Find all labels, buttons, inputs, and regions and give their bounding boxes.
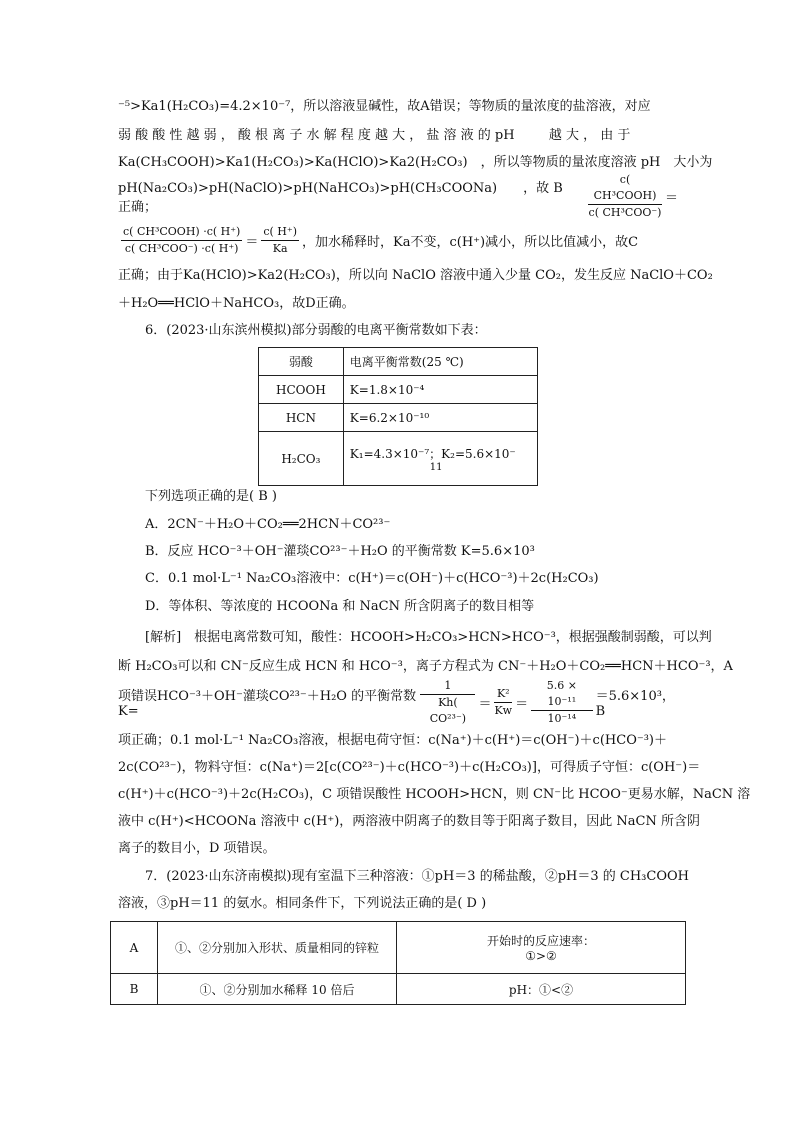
table-cell-constant: K=1.8×10⁻⁴ bbox=[343, 376, 537, 404]
table-cell-acid: H₂CO₃ bbox=[259, 432, 344, 486]
table-cell-result: pH：①<② bbox=[397, 974, 686, 1005]
table-header-row bbox=[259, 348, 538, 376]
q6-option-c: C．0.1 mol·L⁻¹ Na₂CO₃溶液中：c(H⁺)＝c(OH⁻)＋c(HCO⁻³)＋2c(H₂CO₃) bbox=[145, 571, 599, 586]
analysis-line3 bbox=[118, 678, 678, 725]
para1-line5 bbox=[118, 220, 678, 260]
table-cell-result bbox=[397, 922, 686, 974]
equals-sign: ＝ bbox=[515, 696, 529, 712]
ratio-denominator: c( CH³COO⁻) bbox=[588, 205, 662, 219]
fraction-k-denominator: Kh( CO²³⁻) bbox=[429, 695, 467, 725]
equals-sign: ＝ bbox=[478, 696, 492, 712]
table-cell-result-line1: 开始时的反应速率： bbox=[486, 934, 595, 948]
fraction-value-numerator: 5.6 × 10⁻¹¹ bbox=[531, 678, 593, 711]
para1-line6: 正确；由于Ka(HClO)>Ka2(H₂CO₃)，所以向 NaClO 溶液中通入少量 CO₂，发生反应 NaClO＋CO₂ bbox=[118, 268, 713, 283]
table-cell-condition: ①、②分别加入形状、质量相同的锌粒 bbox=[158, 922, 397, 974]
analysis-line5: 2c(CO²³⁻)，物料守恒：c(Na⁺)＝2[c(CO²³⁻)＋c(HCO⁻³)＋c(H₂CO₃)]，可得质子守恒：c(OH⁻)＝ bbox=[118, 760, 701, 775]
q7-table bbox=[110, 921, 686, 1005]
fraction-1-denominator: c( CH³COO⁻) ·c( H⁺) bbox=[124, 241, 239, 255]
table-row bbox=[111, 974, 686, 1005]
table-cell-constant: K=6.2×10⁻¹⁰ bbox=[343, 404, 537, 432]
table-header-constant: 电离平衡常数(25 ℃) bbox=[343, 348, 537, 376]
q6-prompt: 下列选项正确的是( B ) bbox=[145, 489, 277, 504]
table-cell-acid: HCOOH bbox=[259, 376, 344, 404]
ratio-fraction bbox=[588, 172, 662, 221]
fraction-kw bbox=[494, 686, 512, 719]
table-cell-result-line2: ①>② bbox=[525, 949, 557, 963]
fraction-2 bbox=[261, 224, 299, 257]
table-row bbox=[259, 376, 538, 404]
analysis-line3-pre: 项错误HCO⁻³＋OH⁻灌琰CO²³⁻＋H₂O 的平衡常数 K= bbox=[118, 689, 417, 719]
equals-sign: ＝ bbox=[245, 234, 259, 250]
table-cell-constant bbox=[343, 432, 537, 486]
q6-option-d: D．等体积、等浓度的 HCOONa 和 NaCN 所含阴离子的数目相等 bbox=[145, 599, 535, 614]
fraction-2-denominator: Ka bbox=[272, 241, 288, 255]
para1-line1: ⁻⁵>Ka1(H₂CO₃)=4.2×10⁻⁷，所以溶液显碱性，故A错误；等物质的量浓度的盐溶液，对应 bbox=[118, 99, 651, 114]
fraction-2-numerator: c( H⁺) bbox=[261, 224, 299, 241]
fraction-1-numerator: c( CH³COOH) ·c( H⁺) bbox=[121, 224, 242, 241]
analysis-line7: 液中 c(H⁺)<HCOONa 溶液中 c(H⁺)，两溶液中阴离子的数目等于阳离子数目，因此 NaCN 所含阴 bbox=[118, 814, 700, 829]
fraction-k bbox=[420, 678, 475, 727]
table-row bbox=[111, 922, 686, 974]
analysis-line2: 断 H₂CO₃可以和 CN⁻反应生成 HCN 和 HCO⁻³，离子方程式为 CN⁻＋H₂O＋CO₂══HCN＋HCO⁻³，A bbox=[118, 659, 733, 674]
q7-stem-line1: 7．(2023·山东济南模拟)现有室温下三种溶液：①pH＝3 的稀盐酸，②pH＝3 的 CH₃COOH bbox=[145, 869, 689, 884]
q6-option-b: B．反应 HCO⁻³＋OH⁻灌琰CO²³⁻＋H₂O 的平衡常数 K=5.6×10³ bbox=[145, 544, 535, 559]
q7-stem-line2: 溶液，③pH＝11 的氨水。相同条件下，下列说法正确的是( D ) bbox=[118, 896, 487, 911]
analysis-line4: 项正确；0.1 mol·L⁻¹ Na₂CO₃溶液，根据电荷守恒：c(Na⁺)＋c(H⁺)＝c(OH⁻)＋c(HCO⁻³)＋ bbox=[118, 733, 667, 748]
table-row bbox=[259, 404, 538, 432]
q6-table bbox=[258, 347, 538, 486]
analysis-line6: c(H⁺)＋c(HCO⁻³)＋2c(H₂CO₃)，C 项错误酸性 HCOOH>HCN，则 CN⁻比 HCOO⁻更易水解，NaCN 溶 bbox=[118, 787, 751, 802]
para1-line3: Ka(CH₃COOH)>Ka1(H₂CO₃)>Ka(HClO)>Ka2(H₂CO₃) ，所以等物质的量浓度溶液 pH 大小为 bbox=[118, 155, 713, 170]
para1-line2: 弱 酸 酸 性 越 弱 ， 酸 根 离 子 水 解 程 度 越 大 ， 盐 溶 液 的 pH 越 大 ， 由 于 bbox=[118, 128, 631, 143]
table-header-acid: 弱酸 bbox=[259, 348, 344, 376]
fraction-kw-numerator: K² bbox=[494, 686, 512, 703]
para1-line5-tail: ，加水稀释时，Ka不变，c(H⁺)减小，所以比值减小，故C bbox=[302, 234, 639, 250]
table-cell-condition: ①、②分别加水稀释 10 倍后 bbox=[158, 974, 397, 1005]
q6-stem: 6．(2023·山东滨州模拟)部分弱酸的电离平衡常数如下表： bbox=[145, 323, 487, 338]
equals-sign: ＝ bbox=[664, 190, 678, 206]
table-cell-label: B bbox=[111, 974, 158, 1005]
fraction-1 bbox=[121, 224, 242, 257]
table-row bbox=[259, 432, 538, 486]
fraction-value bbox=[531, 678, 593, 727]
analysis-line8: 离子的数目小，D 项错误。 bbox=[118, 841, 276, 856]
ratio-numerator: c( CH³COOH) bbox=[588, 172, 662, 205]
table-cell-label: A bbox=[111, 922, 158, 974]
fraction-value-denominator: 10⁻¹⁴ bbox=[547, 711, 577, 725]
table-cell-constant-line2: 11 bbox=[429, 461, 443, 473]
q6-option-a: A．2CN⁻＋H₂O＋CO₂══2HCN＋CO²³⁻ bbox=[145, 517, 391, 532]
para1-line4-text: pH(Na₂CO₃)>pH(NaClO)>pH(NaHCO₃)>pH(CH₃COONa) ，故 B 正确； bbox=[118, 181, 589, 215]
analysis-line3-tail: ＝5.6×10³，B bbox=[595, 689, 675, 719]
table-cell-constant-line1: K₁=4.3×10⁻⁷；K₂=5.6×10⁻ bbox=[349, 446, 516, 461]
para1-line7: ＋H₂O══HClO＋NaHCO₃，故D正确。 bbox=[118, 296, 355, 311]
table-cell-acid: HCN bbox=[259, 404, 344, 432]
fraction-kw-denominator: Kw bbox=[494, 703, 513, 717]
fraction-k-numerator: 1 bbox=[420, 678, 475, 695]
analysis-line1: [解析] 根据电离常数可知，酸性：HCOOH>H₂CO₃>HCN>HCO⁻³，根据强酸制弱酸，可以判 bbox=[145, 630, 712, 645]
para1-line4 bbox=[118, 172, 678, 219]
